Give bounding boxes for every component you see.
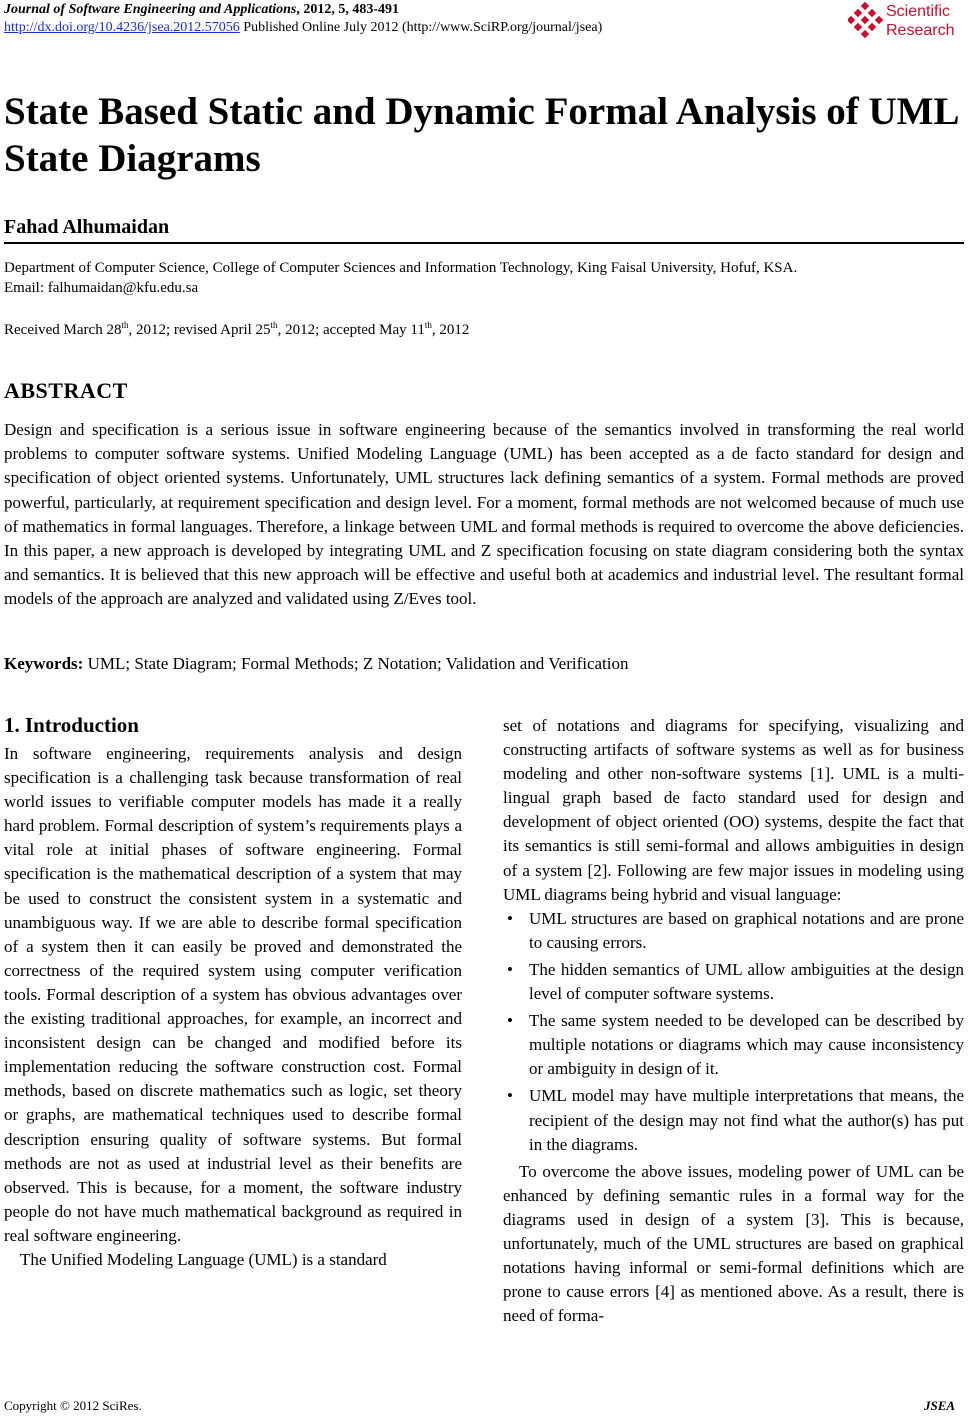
left-column <box>4 712 462 1272</box>
list-item-text: UML structures are based on graphical notations and are prone to causing errors. <box>529 908 964 952</box>
doi-link[interactable]: http://dx.doi.org/10.4236/jsea.2012.57056 <box>4 20 240 35</box>
list-item <box>503 1084 964 1156</box>
accepted-year: , 2012 <box>431 322 470 338</box>
affiliation <box>4 258 797 298</box>
bullet-icon: • <box>507 908 513 928</box>
bullet-icon: • <box>507 1011 513 1031</box>
revised-date: , 2012; revised April 25 <box>128 322 271 338</box>
abstract-text: Design and specification is a serious issue in software engineering because of the semantics involved in transforming the real world problems to computer software systems. Unified Modeling Language (UML) has been accepted as a de facto standard for design and specification of object oriented systems. Unfortunately, UML structures lack defining semantics of a system. Formal methods are proved powerful, particularly, at requirement specification and design level. For a moment, formal methods are not welcomed because of much use of mathematics in formal languages. Therefore, a linkage between UML and formal methods is required to overcome the above deficiencies. In this paper, a new approach is developed by integrating UML and Z specification focusing on state diagram considering both the syntax and semantics. It is believed that this new approach will be effective and useful both at academics and industrial level. The resultant formal models of the approach are analyzed and validated using Z/Eves tool. <box>4 420 964 609</box>
list-item-text: The same system needed to be developed can be described by multiple notations or diagrams which may cause inconsistency or ambiguity in design of it. <box>529 1011 964 1079</box>
issues-list <box>503 907 964 1157</box>
revised-sup: th <box>270 320 278 330</box>
paper-title: State Based Static and Dynamic Formal Analysis of UML State Diagrams <box>4 90 958 180</box>
keywords-label: Keywords: <box>4 654 84 673</box>
accepted-date: , 2012; accepted May 11 <box>277 322 425 338</box>
logo-line-2: Research <box>886 22 955 39</box>
section-heading-introduction: 1. Introduction <box>4 713 139 737</box>
journal-citation <box>4 2 399 18</box>
intro-right-paragraph-2: To overcome the above issues, modeling power of UML can be enhanced by defining semantic rules in a formal way for the diagrams used in design of a system [3]. This is because, unfortunately, much of the UML structures are based on graphical notations having informal or semi-formal definitions which are prone to cause errors [4] as mentioned above. As a result, there is need of forma- <box>503 1161 964 1326</box>
logo-text <box>886 2 954 40</box>
list-item-text: UML model may have multiple interpretations that means, the recipient of the design may not find what the author(s) has put in the diagrams. <box>529 1086 964 1154</box>
title-divider <box>4 242 964 244</box>
logo-line-1: Scientific <box>886 3 951 20</box>
received-date: Received March 28 <box>4 322 122 338</box>
intro-paragraph-2: The Unified Modeling Language (UML) is a standard <box>20 1249 387 1269</box>
list-item <box>503 958 964 1006</box>
published-online-text: Published Online July 2012 (http://www.SciRP.org/journal/jsea) <box>239 20 603 35</box>
intro-right-paragraph-1: set of notations and diagrams for specifying, visualizing and constructing artifacts of software systems as well as for business modeling and other non-software systems [1]. UML is a multi-lingual graph based de facto standard used for design and development of object oriented (OO) systems, despite the fact that its semantics is still semi-formal and allows ambiguities in design of a system [2]. Following are few major issues in modeling using UML diagrams being hybrid and visual language: <box>503 716 964 904</box>
bullet-icon: • <box>507 1086 513 1106</box>
footer-copyright: Copyright © 2012 SciRes. <box>4 1398 142 1413</box>
accepted-sup: th <box>424 320 432 330</box>
affiliation-department: Department of Computer Science, College of Computer Sciences and Information Technology, King Faisal University, Hofuf, KSA. <box>4 260 798 276</box>
abstract-heading: ABSTRACT <box>4 378 128 403</box>
list-item <box>503 1009 964 1081</box>
bullet-icon: • <box>507 959 513 979</box>
author-name: Fahad Alhumaidan <box>4 216 170 238</box>
received-dates <box>4 320 469 339</box>
journal-links <box>4 20 602 36</box>
scientific-research-logo <box>848 2 968 42</box>
list-item <box>503 907 964 955</box>
author-email: Email: falhumaidan@kfu.edu.sa <box>4 280 199 296</box>
journal-name: Journal of Software Engineering and Applications <box>4 2 297 17</box>
list-item-text: The hidden semantics of UML allow ambiguities at the design level of computer software systems. <box>529 959 964 1004</box>
keywords-text: UML; State Diagram; Formal Methods; Z Notation; Validation and Verification <box>83 654 629 673</box>
keywords <box>4 654 964 674</box>
footer-journal-abbr: JSEA <box>924 1398 956 1413</box>
intro-paragraph-1: In software engineering, requirements analysis and design specification is a challenging task because transformation of real world issues to verifiable computer models has made it a really hard problem. Formal description of system’s requirements plays a vital role at initial phases of software engineering. Formal specification is the mathematical description of a system that may be used to construct the consistent system in a systematic and unambiguous way. If we are able to describe formal specification of a system then it can easily be proved and demonstrated the correctness of the required system using computer verification tools. Formal description of a system has obvious advantages over the existing traditional approaches, for example, an incorrect and inconsistent design can be changed and modified before its implementation reducing the software construction cost. Formal methods, based on discrete mathematics such as logic, set theory or graphs, are mathematical techniques used to describe formal description ensuring quality of software systems. But formal methods are not as used at industrial level as their benefits are observed. This is because, for a moment, the software industry people do not have much mathematical background as required in real software engineering. <box>4 744 462 1245</box>
right-column <box>503 714 964 1328</box>
logo-diamond-icon <box>848 2 884 42</box>
journal-volume: , 2012, 5, 483-491 <box>296 2 400 17</box>
received-sup: th <box>121 320 129 330</box>
